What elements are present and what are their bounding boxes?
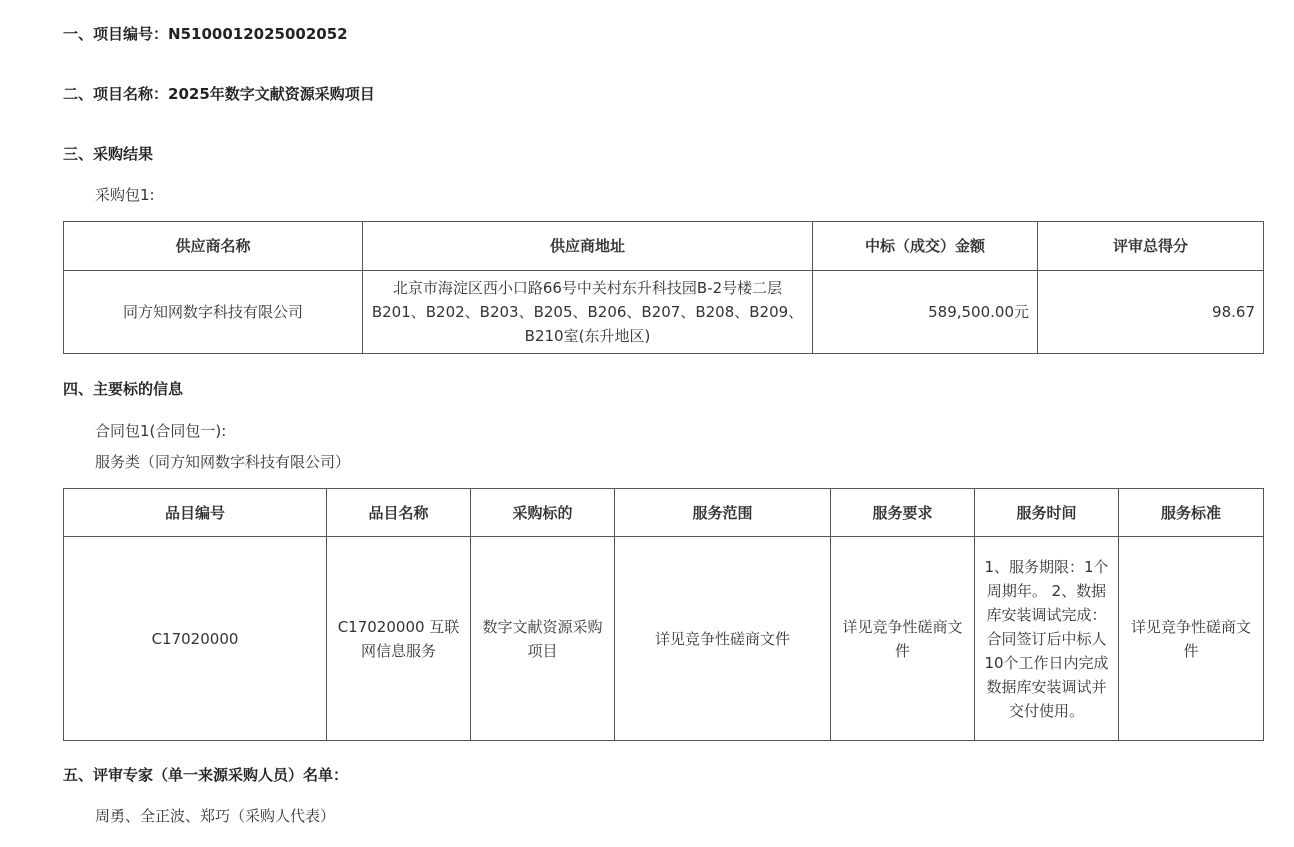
project-name-line [63, 84, 375, 104]
header-service-scope: 服务范围 [615, 489, 831, 537]
header-service-requirement: 服务要求 [831, 489, 975, 537]
service-time-cell: 1、服务期限：1个周期年。 2、数据库安装调试完成：合同签订后中标人10个工作日内完成数据库安装调试并交付使用。 [975, 537, 1119, 741]
supplier-address-cell: 北京市海淀区西小口路66号中关村东升科技园B-2号楼二层B201、B202、B203、B205、B206、B207、B208、B209、B210室(东升地区) [363, 271, 813, 354]
subject-section-title: 四、主要标的信息 [63, 380, 184, 398]
project-number-value: N5100012025002052 [168, 25, 348, 43]
subject-table-header-row [64, 489, 1264, 537]
table-row [64, 537, 1264, 741]
header-supplier-address: 供应商地址 [363, 222, 813, 271]
total-score-cell: 98.67 [1038, 271, 1264, 354]
package-label: 采购包1: [95, 186, 155, 204]
procurement-target-cell: 数字文献资源采购项目 [471, 537, 615, 741]
contract-package-label: 合同包1(合同包一): [95, 422, 227, 440]
header-item-code: 品目编号 [64, 489, 327, 537]
service-requirement-cell: 详见竞争性磋商文件 [831, 537, 975, 741]
supplier-name-cell: 同方知网数字科技有限公司 [64, 271, 363, 354]
header-procurement-target: 采购标的 [471, 489, 615, 537]
header-supplier-name: 供应商名称 [64, 222, 363, 271]
item-name-cell: C17020000 互联网信息服务 [327, 537, 471, 741]
service-standard-cell: 详见竞争性磋商文件 [1119, 537, 1264, 741]
result-table [63, 221, 1264, 354]
project-number-label: 一、项目编号： [63, 25, 169, 43]
project-name-value: 2025年数字文献资源采购项目 [168, 85, 375, 103]
header-total-score: 评审总得分 [1038, 222, 1264, 271]
subject-table [63, 488, 1264, 741]
header-award-amount: 中标（成交）金额 [813, 222, 1038, 271]
project-number-line [63, 24, 348, 44]
project-name-label: 二、项目名称： [63, 85, 169, 103]
header-service-time: 服务时间 [975, 489, 1119, 537]
experts-names: 周勇、全正波、郑巧（采购人代表） [95, 807, 336, 825]
service-category-label: 服务类（同方知网数字科技有限公司） [95, 453, 351, 471]
experts-section-title: 五、评审专家（单一来源采购人员）名单： [63, 766, 349, 784]
award-amount-cell: 589,500.00元 [813, 271, 1038, 354]
table-row [64, 271, 1264, 354]
result-section-title: 三、采购结果 [63, 145, 154, 163]
service-scope-cell: 详见竞争性磋商文件 [615, 537, 831, 741]
header-service-standard: 服务标准 [1119, 489, 1264, 537]
item-code-cell: C17020000 [64, 537, 327, 741]
header-item-name: 品目名称 [327, 489, 471, 537]
result-table-header-row [64, 222, 1264, 271]
